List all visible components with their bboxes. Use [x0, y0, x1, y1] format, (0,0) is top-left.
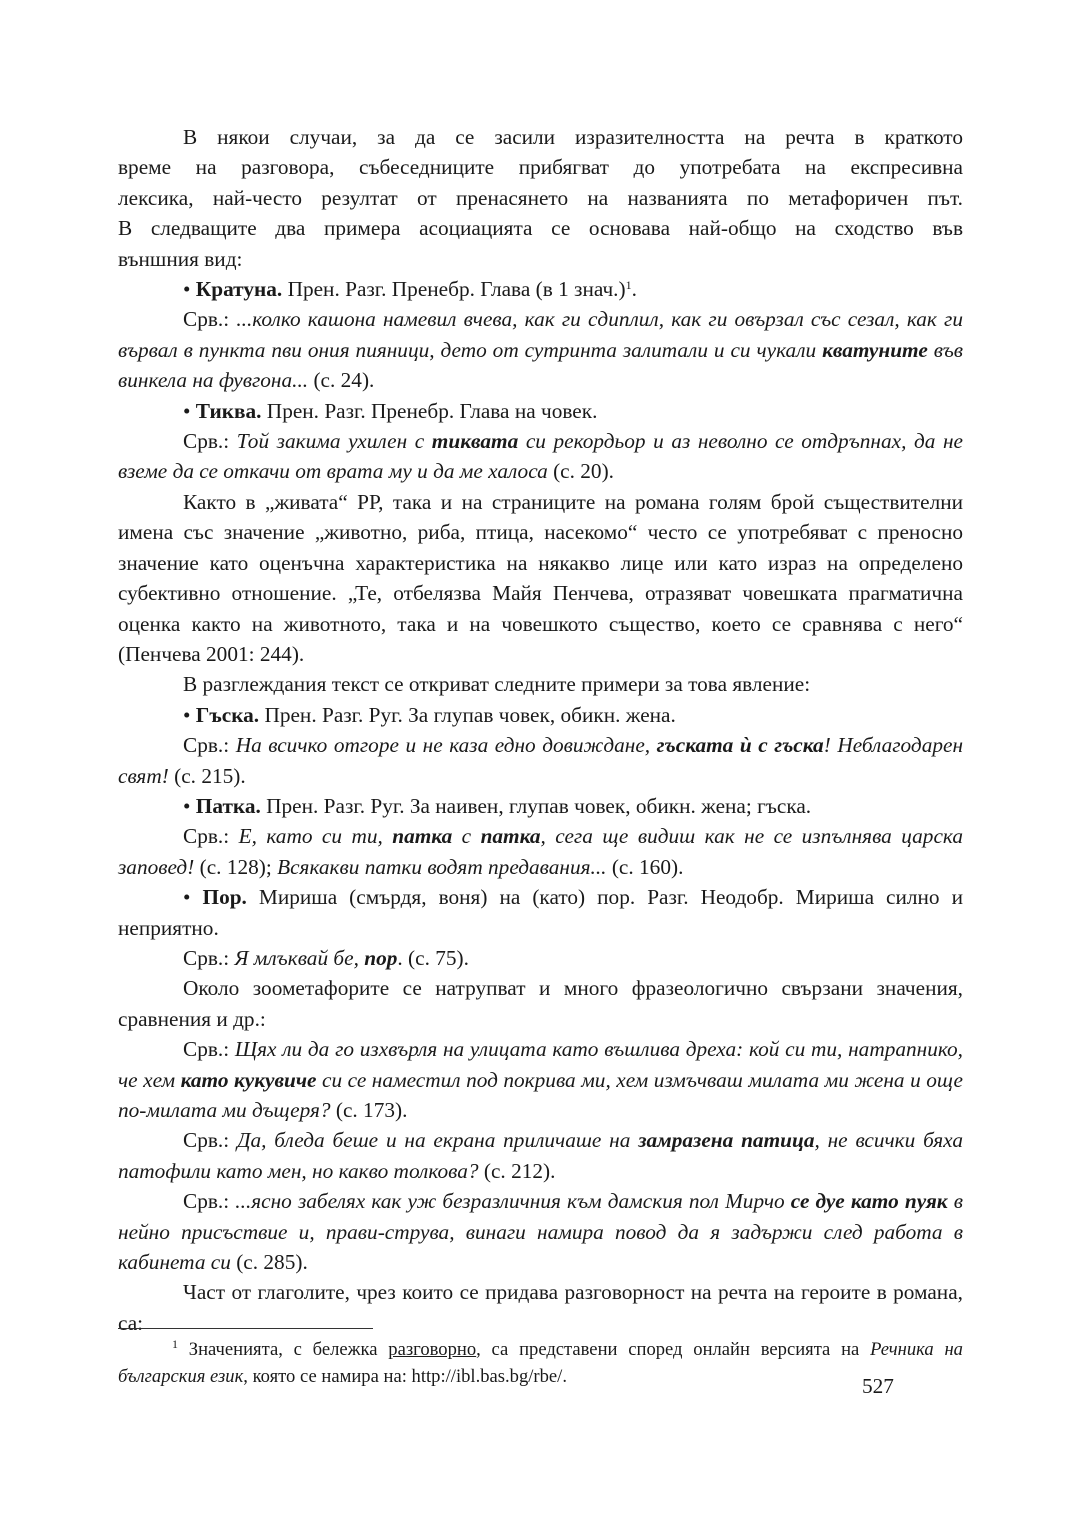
- entry-gaska: • Гъска. Прен. Разг. Руг. За глупав човек, обикн. жена.: [183, 702, 676, 727]
- entry-por: • Пор. Мириша (смърдя, воня) на (като) пор. Разг. Неодобр. Мириша силно и неприятно.: [118, 885, 964, 940]
- footnote: $^1$ Значенията, с бележка разговорно, са представени според онлайн версията на Речника на българския език, която се намира на: http://ibl.bas.bg/rbe/.: [118, 1337, 963, 1387]
- example-tikva: Срв.: Той закима ухилен с тиквата си рекордьор и аз неволно се отдръпнах, да не вземе да се откачи от врата му и да ме халоса (с. 20).: [118, 429, 963, 484]
- entry-headword: Кратуна.: [195, 277, 283, 302]
- paragraph-verbs: Част от глаголите, чрез които се придава разговорност на речта на героите в романа, са:: [118, 1280, 963, 1335]
- dictionary-title: Речника на българския език: [118, 1339, 963, 1387]
- highlighted-word: патка: [392, 824, 453, 849]
- entry-patka: • Патка. Прен. Разг. Руг. За наивен, глупав човек, обикн. жена; гъска.: [183, 793, 812, 818]
- example-kukuviche: Срв.: Щях ли да го изхвърля на улицата като въшлива дреха: кой си ти, натрапнико, че хем като кукувиче си се наместил под покрива ми, хем измъчваш милата ми жена и още по-милата ми дъщеря? (с. 173).: [118, 1037, 963, 1122]
- example-gaska: Срв.: На всичко отгоре и не каза едно довиждане, гъската ѝ с гъска! Неблагодарен свят! (с. 215).: [118, 733, 964, 788]
- underlined-term: разговорно: [388, 1339, 477, 1360]
- highlighted-word: замразена патица: [638, 1128, 815, 1153]
- paragraph-phraseology: Около зоометафорите се натрупват и много фразеологично свързани значения, сравнения и др.:: [118, 976, 963, 1031]
- highlighted-word: като кукувиче: [180, 1067, 317, 1092]
- entry-kratuna: • Кратуна. Прен. Разг. Пренебр. Глава (в 1 знач.)$^1$.: [183, 277, 637, 302]
- footnote-number: 1: [172, 1337, 178, 1351]
- highlighted-word: кватуните: [822, 337, 928, 362]
- example-por: Срв.: Я млъквай бе, пор. (с. 75).: [183, 945, 469, 970]
- entry-headword: Тиква.: [195, 398, 262, 423]
- footnote-separator: [118, 1328, 373, 1329]
- highlighted-word: се дуе като пуяк: [790, 1189, 948, 1214]
- example-kratuna: Срв.: ...колко кашона намевил вчева, как ги сдиплил, как ги овързал със сезал, как ги вървал в пункта пви ония пияници, дето от сутринта залитали и си чукали кватуните във винкела на фувгона... (с. 24).: [118, 307, 963, 393]
- highlighted-word: патка: [480, 824, 541, 849]
- body-text: [118, 122, 963, 1338]
- entry-headword: Гъска.: [195, 702, 260, 727]
- page-number: 527: [862, 1374, 894, 1398]
- entry-headword: Патка.: [195, 793, 261, 818]
- highlighted-word: пор: [364, 945, 398, 970]
- highlighted-word: гъската ѝ с гъска: [656, 733, 824, 758]
- example-patica: Срв.: Да, бледа беше и на екрана приличаше на замразена патица, не всички бяха патофили като мен, но какво толкова? (с. 212).: [118, 1128, 963, 1183]
- highlighted-word: тиквата: [431, 429, 519, 454]
- entry-headword: Пор.: [202, 885, 247, 910]
- intro-paragraph: В някои случаи, за да се засили изразителността на речта в краткото време на разговора, събеседниците прибягват до употребата на експресивна лексика, най-често резултат от пренасянето на названията по метафоричен път. В следващите два примера асоциацията се основава най-общо на сходство във външния вид:: [118, 125, 963, 271]
- paragraph-examples-intro: В разглеждания текст се откриват следните примери за това явление:: [183, 672, 811, 697]
- entry-tikva: • Тиква. Прен. Разг. Пренебр. Глава на човек.: [183, 398, 598, 423]
- paragraph-zoometaphors: Както в „живата“ РР, така и на страниците на романа голям брой съществителни имена със значение „животно, риба, птица, насекомо“ често се употребяват с преносно значение като оценъчна характеристика на някакво лице или като израз на определено субективно отношение. „Те, отбелязва Майя Пенчева, отразяват човешката прагматична оценка както на животното, така и на човешкото същество, което се сравнява с него“ (Пенчева 2001: 244).: [118, 489, 963, 666]
- example-puyak: Срв.: ...ясно забелях как уж безразличния към дамския пол Мирчо се дуе като пуяк в нейно присъствие и, прави-струва, винаги намира повод да я задържи след работа в кабинета си (с. 285).: [118, 1189, 963, 1275]
- footnote-marker: 1: [625, 278, 632, 293]
- example-patka: Срв.: Е, като си ти, патка с патка, сега ще видиш как не се изпълнява царска заповед! (с. 128); Всякакви патки водят предавания... (с. 160).: [118, 824, 963, 879]
